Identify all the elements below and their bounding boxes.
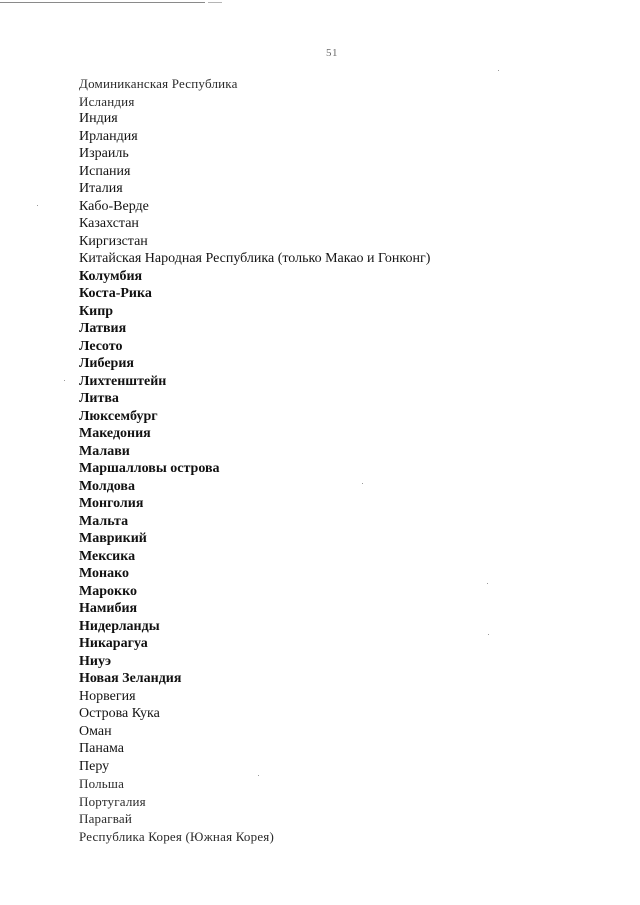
scan-speck: [64, 380, 65, 381]
country-list-item: Мальта: [79, 513, 129, 529]
country-list-item: Перу: [79, 758, 110, 774]
country-list-item: Острова Кука: [79, 706, 160, 721]
country-list-item: Кабо-Верде: [79, 198, 149, 214]
country-list-item: Люксембург: [79, 408, 158, 424]
scan-speck: [487, 583, 488, 584]
country-list-item: Киргизстан: [79, 233, 148, 249]
country-list-item: Латвия: [79, 321, 127, 336]
country-list-item: Парагвай: [79, 811, 133, 826]
scan-speck: [488, 634, 489, 635]
country-list-item: Никарагуа: [79, 636, 148, 651]
country-list-item: Марокко: [79, 583, 137, 599]
country-list-item: Коста-Рика: [79, 286, 152, 301]
country-list-item: Монголия: [79, 496, 144, 511]
country-list-item: Исландия: [79, 93, 135, 109]
country-list-item: Доминиканская Республика: [79, 76, 238, 91]
country-list-item: Монако: [79, 566, 129, 581]
country-list-item: Маврикий: [79, 531, 147, 546]
country-list-item: Литва: [79, 391, 119, 406]
country-list-item: Ниуэ: [79, 653, 112, 669]
country-list-item: Мексика: [79, 548, 136, 564]
country-list-item: Италия: [79, 181, 123, 196]
country-list-item: Польша: [79, 776, 125, 791]
country-list-item: Маршалловы острова: [79, 461, 220, 476]
country-list-item: Индия: [79, 111, 118, 126]
scan-speck: [37, 205, 38, 206]
top-rule: [0, 2, 205, 3]
country-list-item: Испания: [79, 163, 131, 179]
country-list-item: Лесото: [79, 338, 123, 354]
country-list-item: Малави: [79, 443, 130, 459]
scan-speck: [258, 775, 259, 776]
country-list-item: Португалия: [79, 793, 146, 809]
country-list-item: Новая Зеландия: [79, 671, 182, 686]
country-list-item: Казахстан: [79, 216, 139, 231]
top-rule-tail: [208, 2, 222, 3]
country-list-item: Лихтенштейн: [79, 373, 167, 389]
country-list-item: Колумбия: [79, 268, 143, 284]
country-list-item: Либерия: [79, 356, 134, 371]
scan-speck: [362, 483, 363, 484]
country-list-item: Кипр: [79, 303, 114, 319]
country-list-item: Норвегия: [79, 688, 136, 704]
country-list-item: Оман: [79, 723, 112, 739]
country-list-item: Ирландия: [79, 128, 138, 144]
country-list-item: Нидерланды: [79, 618, 160, 634]
scan-speck: [498, 70, 499, 71]
country-list-item: Китайская Народная Республика (только Макао и Гонконг): [79, 251, 431, 266]
country-list-item: Израиль: [79, 146, 129, 161]
country-list-item: Македония: [79, 426, 151, 441]
country-list-item: Намибия: [79, 601, 138, 616]
country-list: [79, 75, 430, 845]
country-list-item: Молдова: [79, 478, 135, 494]
country-list-item: Республика Корея (Южная Корея): [79, 828, 274, 844]
country-list-item: Панама: [79, 741, 125, 756]
page-number: 51: [326, 47, 338, 59]
